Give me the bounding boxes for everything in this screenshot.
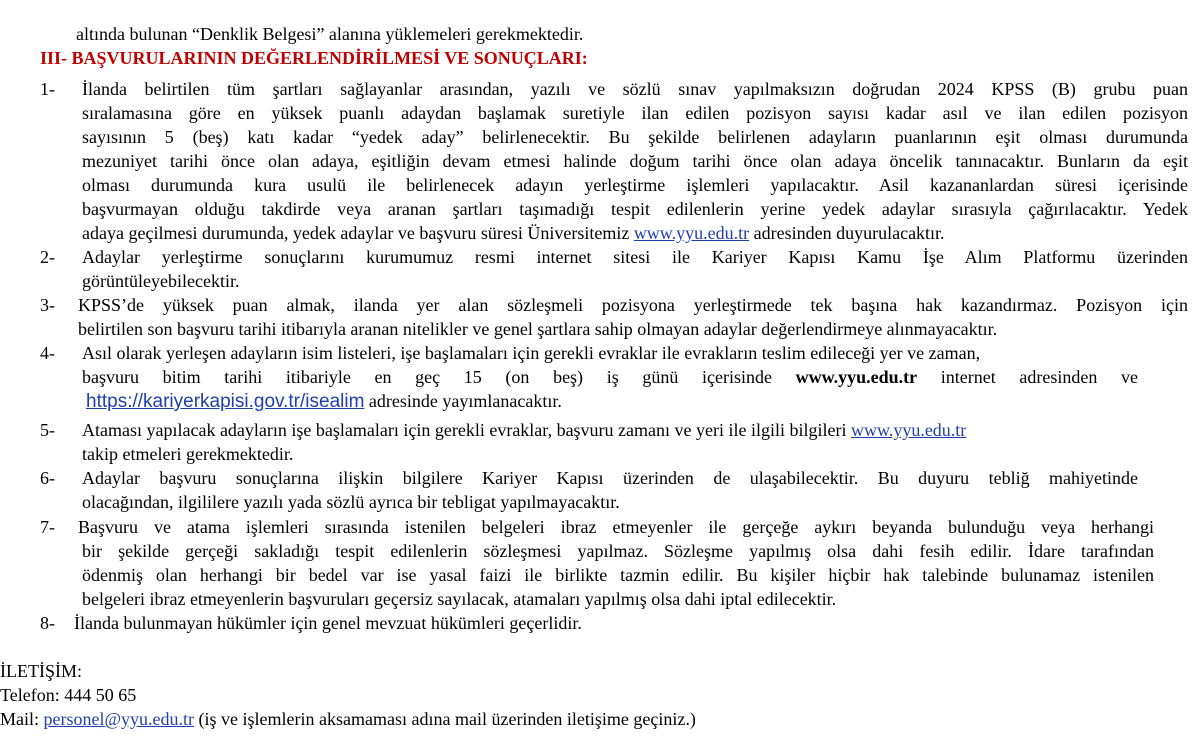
item-1-line: mezuniyet tarihi önce olan adaya, eşitliğin devam etmesi halinde doğum tarihi önce olan adaya öncelik tanınacaktır. Bunların da eşit (82, 151, 1188, 171)
item-1-number: 1- (40, 79, 55, 99)
contact-heading: İLETİŞİM: (0, 661, 82, 681)
item-1-line: olması durumunda kura usulü ile belirlenecek adayın yerleştirme işlemleri yapılacaktır. Asil kazananlardan süresi içerisinde (82, 175, 1188, 195)
item-3-line: KPSS’de yüksek puan almak, ilanda yer alan sözleşmeli pozisyona yerleştirmede tek başına hak kazandırmaz. Pozisyon için (78, 295, 1188, 315)
item-4-line: Asıl olarak yerleşen adayların isim listeleri, işe başlamaları için gerekli evraklar ile evrakların teslim edileceği yer ve zaman, (82, 343, 981, 363)
item-7-line: Başvuru ve atama işlemleri sırasında istenilen belgeleri ibraz etmeyenler ile gerçeğe aykırı beyanda bulunduğu veya herhangi (78, 517, 1154, 537)
item-7-line: ödenmiş olan herhangi bir bedel var ise yasal faizi ile birlikte tazmin edilir. Bu kişiler hiçbir hak talebinde bulunamaz istenilen (82, 565, 1154, 585)
yyu-link[interactable]: www.yyu.edu.tr (633, 223, 750, 243)
item-5-line: takip etmeleri gerekmektedir. (82, 444, 294, 464)
item-3-number: 3- (40, 295, 55, 315)
mail-link[interactable]: personel@yyu.edu.tr (43, 709, 195, 729)
item-1-line: İlanda belirtilen tüm şartları sağlayanlar arasından, yazılı ve sözlü sınav yapılmaksızın doğrudan 2024 KPSS (B) grubu puan (82, 79, 1188, 99)
mail-note: (iş ve işlemlerin aksamaması adına mail üzerinden iletişime geçiniz.) (194, 709, 696, 729)
item-4-line3-post: adresinde yayımlanacaktır. (364, 391, 562, 411)
yyu-link[interactable]: www.yyu.edu.tr (850, 420, 967, 440)
contact-phone: Telefon: 444 50 65 (0, 685, 137, 705)
item-4-line2-pre: başvuru bitim tarihi itibariyle en geç 15 (on beş) iş günü içerisinde (82, 367, 796, 387)
item-6-line: Adaylar başvuru sonuçlarına ilişkin bilgilere Kariyer Kapısı üzerinden de ulaşabilecektir. Bu duyuru tebliğ mahiyetinde (82, 468, 1138, 488)
item-7-number: 7- (40, 517, 55, 537)
intro-line: altında bulunan “Denklik Belgesi” alanına yüklemeleri gerekmektedir. (76, 24, 584, 44)
item-4-line (82, 365, 1138, 389)
item-2-line: Adaylar yerleştirme sonuçlarını kurumumuz resmi internet sitesi ile Kariyer Kapısı Kamu İşe Alım Platformu üzerinden (82, 247, 1188, 267)
item-2-number: 2- (40, 247, 55, 267)
contact-mail (0, 707, 696, 731)
item-1-line: başvurmayan olduğu takdirde veya aranan şartları taşımadığı tespit edilenlerin yerine yedek adaylar sırasıyla çağırılacaktır. Yedek (82, 199, 1188, 219)
item-1-last-pre: adaya geçilmesi durumunda, yedek adaylar ve başvuru süresi Üniversitemiz (82, 223, 634, 243)
item-2-line: görüntüleyebilecektir. (82, 271, 240, 291)
item-5-line (82, 418, 966, 442)
item-1-last-line (82, 221, 945, 245)
item-8-number: 8- (40, 613, 55, 633)
kariyerkapisi-link[interactable]: https://kariyerkapisi.gov.tr/isealim (86, 391, 365, 412)
item-4-line2-post: internet adresinden ve (917, 367, 1138, 387)
item-4-line2-bold: www.yyu.edu.tr (795, 367, 918, 387)
item-4-number: 4- (40, 343, 55, 363)
item-3-line: belirtilen son başvuru tarihi itibarıyla aranan nitelikler ve genel şartlara sahip olmayan adaylar değerlendirmeye alınmayacaktır. (78, 319, 998, 339)
mail-label: Mail: (0, 709, 44, 729)
item-7-line: belgeleri ibraz etmeyenlerin başvuruları geçersiz sayılacak, atamaları yapılmış olsa dahi iptal edilecektir. (82, 589, 837, 609)
item-7-line: bir şekilde gerçeği sakladığı tespit edilenlerin sözleşmesi yapılmaz. Sözleşme yapılmış olsa dahi fesih edilir. İdare tarafından (82, 541, 1154, 561)
item-5-line1-pre: Ataması yapılacak adayların işe başlamaları için gerekli evraklar, başvuru zamanı ve yeri ile ilgili bilgileri (82, 420, 851, 440)
item-6-line: olacağından, ilgililere yazılı yada sözlü ayrıca bir tebligat yapılmayacaktır. (82, 492, 620, 512)
item-1-line: sayısının 5 (beş) katı kadar “yedek aday” belirlenecektir. Bu şekilde belirlenen adayların puanlarının eşit olması durumunda (82, 127, 1188, 147)
item-6-number: 6- (40, 468, 55, 488)
item-1-line: sıralamasına göre en yüksek puanlı adaydan başlamak suretiyle ilan edilen pozisyon sayısı kadar asıl ve ilan edilen pozisyon (82, 103, 1188, 123)
item-1-last-post: adresinden duyurulacaktır. (749, 223, 945, 243)
item-5-number: 5- (40, 420, 55, 440)
section-title: III- BAŞVURULARININ DEĞERLENDİRİLMESİ VE SONUÇLARI: (40, 48, 588, 68)
item-4-line (86, 389, 562, 414)
item-8-line: İlanda bulunmayan hükümler için genel mevzuat hükümleri geçerlidir. (74, 613, 582, 633)
